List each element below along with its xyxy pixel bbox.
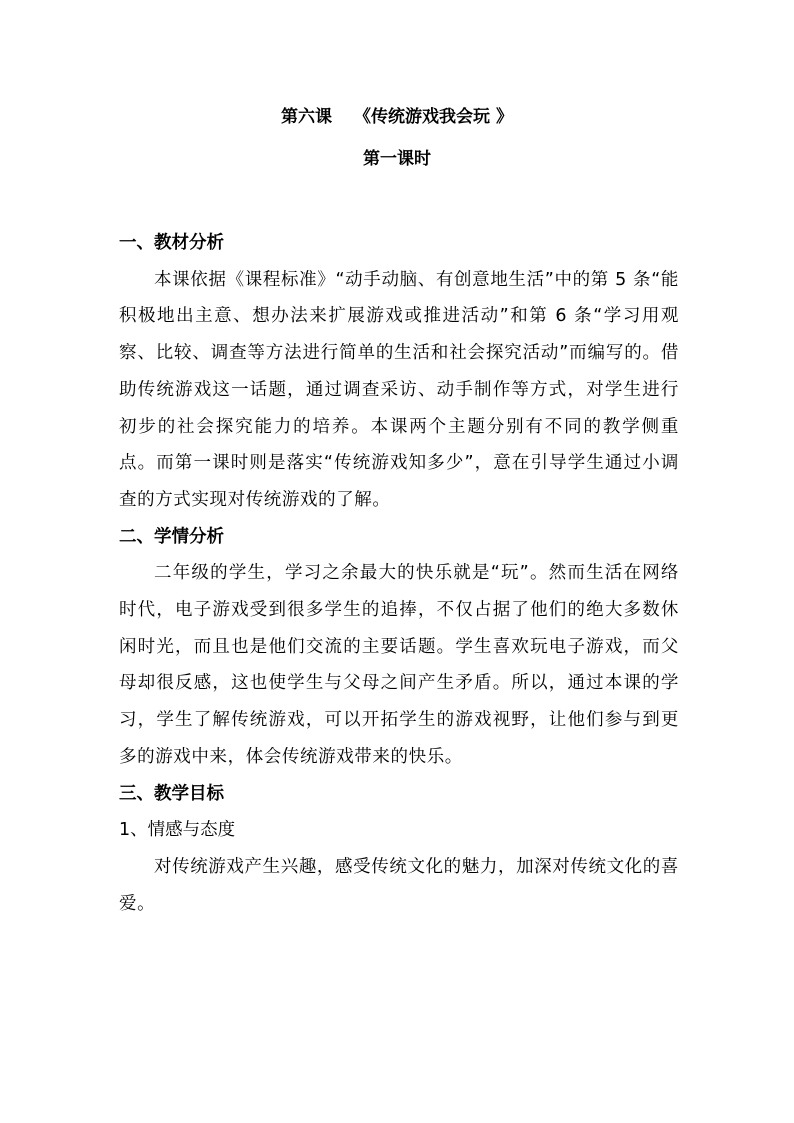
section-heading-textbook-analysis: 一、教材分析 xyxy=(119,233,224,253)
section-paragraph-teaching-goals: 对传统游戏产生兴趣，感受传统文化的魅力，加深对传统文化的喜爱。 xyxy=(119,856,679,914)
section-heading-teaching-goals: 三、教学目标 xyxy=(119,783,224,804)
section-paragraph-textbook-analysis: 本课依据《课程标准》“动手动脑、有创意地生活”中的第 5 条“能积极地出主意、想办法来扩展游戏或推进活动”和第 6 条“学习用观察、比较、调查等方法进行简单的生活和社会探究活动”而编写的。借助传统游戏这一话题，通过调查采访、动手制作等方式，对学生进行初步的社会探究能力的培养。本课两个主题分别有不同的教学侧重点。而第一课时则是落实“传统游戏知多少”，意在引导学生通过小调查的方式实现对传统游戏的了解。 xyxy=(119,269,679,510)
lesson-period: 第一课时 xyxy=(363,149,431,169)
lesson-number: 第六课 xyxy=(281,107,333,127)
lesson-name: 《传统游戏我会玩 》 xyxy=(354,107,513,127)
section-heading-student-analysis: 二、学情分析 xyxy=(119,526,224,547)
subheading-emotion-attitude: 1、情感与态度 xyxy=(119,820,236,841)
section-paragraph-student-analysis: 二年级的学生，学习之余最大的快乐就是“玩”。然而生活在网络时代，电子游戏受到很多学生的追捧，不仅占据了他们的绝大多数休闲时光，而且也是他们交流的主要话题。学生喜欢玩电子游戏，而父母却很反感，这也使学生与父母之间产生矛盾。所以，通过本课的学习，学生了解传统游戏，可以开拓学生的游戏视野，让他们参与到更多的游戏中来，体会传统游戏带来的快乐。 xyxy=(119,563,679,767)
lesson-title xyxy=(0,104,794,130)
document-body xyxy=(119,225,679,922)
